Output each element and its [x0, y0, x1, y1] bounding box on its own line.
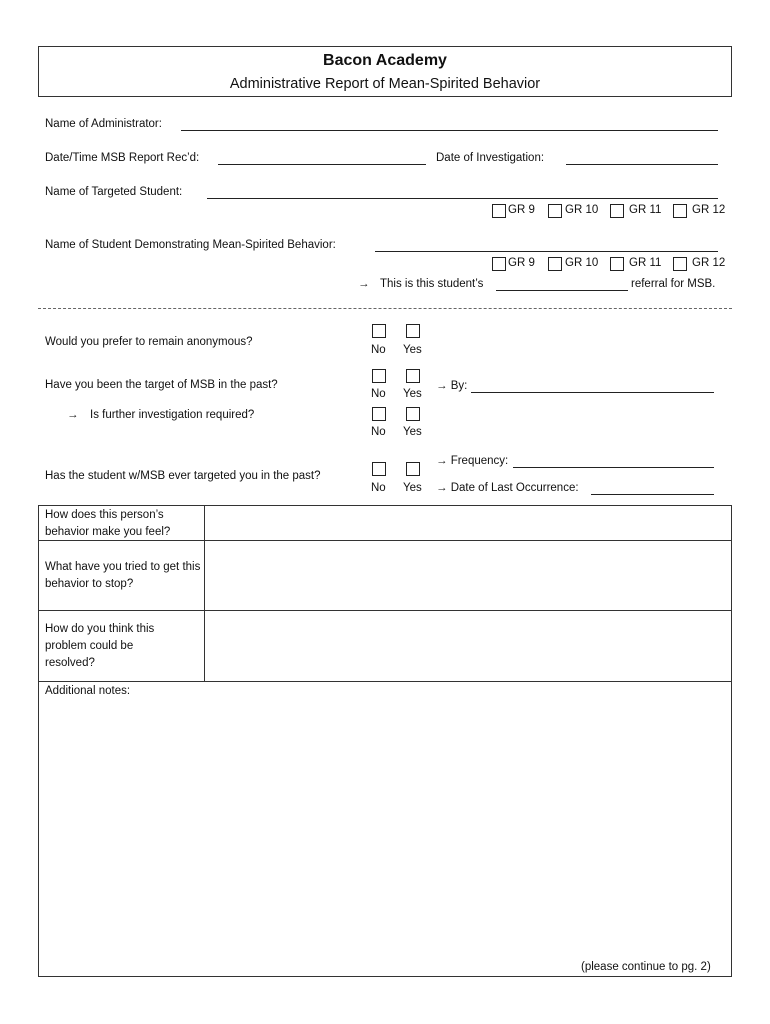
anonymous-question: Would you prefer to remain anonymous?	[45, 336, 253, 348]
by-field[interactable]	[471, 392, 714, 393]
further-no-label: No	[371, 426, 386, 438]
msb-gr12-label: GR 12	[692, 257, 726, 269]
feel-question: How does this person’s behavior make you feel?	[45, 509, 171, 538]
referral-suffix: referral for MSB.	[631, 278, 716, 290]
report-title: Administrative Report of Mean-Spirited Behavior	[229, 76, 541, 92]
msb-student-label: Name of Student Demonstrating Mean-Spirited Behavior:	[45, 239, 336, 251]
targeted-gr12-checkbox[interactable]	[673, 204, 687, 218]
tried-question: What have you tried to get this behavior to stop?	[45, 561, 201, 590]
frequency-field[interactable]	[513, 467, 714, 468]
msb-gr11-label: GR 11	[629, 257, 662, 269]
targeted-you-yes-label: Yes	[403, 482, 422, 494]
msb-gr11-checkbox[interactable]	[610, 257, 624, 271]
targeted-gr11-checkbox[interactable]	[610, 204, 624, 218]
further-question: Is further investigation required?	[90, 409, 255, 421]
msb-gr9-label: GR 9	[508, 257, 535, 269]
target-past-yes-checkbox[interactable]	[406, 369, 420, 383]
feel-answer-field[interactable]	[205, 506, 731, 540]
resolved-answer-field[interactable]	[205, 611, 731, 681]
section-divider	[38, 308, 732, 309]
targeted-you-no-label: No	[371, 482, 386, 494]
investigation-label: Date of Investigation:	[436, 152, 545, 164]
targeted-gr11-label: GR 11	[629, 204, 662, 216]
targeted-gr9-checkbox[interactable]	[492, 204, 506, 218]
by-label: → By:	[436, 380, 468, 392]
targeted-gr9-label: GR 9	[508, 204, 535, 216]
further-yes-checkbox[interactable]	[406, 407, 420, 421]
notes-field[interactable]	[39, 700, 731, 955]
msb-gr10-checkbox[interactable]	[548, 257, 562, 271]
msb-student-field[interactable]	[375, 251, 718, 252]
administrator-label: Name of Administrator:	[45, 118, 162, 130]
targeted-gr12-label: GR 12	[692, 204, 726, 216]
notes-label: Additional notes:	[45, 685, 131, 697]
anonymous-no-checkbox[interactable]	[372, 324, 386, 338]
last-occurrence-field[interactable]	[591, 494, 714, 495]
targeted-gr10-checkbox[interactable]	[548, 204, 562, 218]
target-past-yes-label: Yes	[403, 388, 422, 400]
referral-count-field[interactable]	[496, 290, 628, 291]
targeted-you-yes-checkbox[interactable]	[406, 462, 420, 476]
target-past-question: Have you been the target of MSB in the past?	[45, 379, 278, 391]
msb-gr12-checkbox[interactable]	[673, 257, 687, 271]
last-occurrence-label: → Date of Last Occurrence:	[436, 482, 579, 494]
targeted-you-question: Has the student w/MSB ever targeted you in the past?	[45, 470, 321, 482]
referral-prefix: This is this student’s	[380, 278, 484, 290]
school-name: Bacon Academy	[323, 52, 447, 69]
referral-arrow-icon: →	[358, 278, 370, 290]
anonymous-yes-label: Yes	[403, 344, 422, 356]
targeted-you-no-checkbox[interactable]	[372, 462, 386, 476]
further-yes-label: Yes	[403, 426, 422, 438]
tried-answer-field[interactable]	[205, 541, 731, 610]
target-past-no-label: No	[371, 388, 386, 400]
msb-gr9-checkbox[interactable]	[492, 257, 506, 271]
continue-note: (please continue to pg. 2)	[581, 961, 711, 973]
investigation-field[interactable]	[566, 164, 718, 165]
table-row-divider	[38, 681, 732, 682]
msb-gr10-label: GR 10	[565, 257, 599, 269]
anonymous-yes-checkbox[interactable]	[406, 324, 420, 338]
targeted-label: Name of Targeted Student:	[45, 186, 183, 198]
further-no-checkbox[interactable]	[372, 407, 386, 421]
frequency-label: → Frequency:	[436, 455, 509, 467]
further-arrow-icon: →	[67, 409, 79, 421]
target-past-no-checkbox[interactable]	[372, 369, 386, 383]
administrator-field[interactable]	[181, 130, 718, 131]
datetime-field[interactable]	[218, 164, 426, 165]
datetime-label: Date/Time MSB Report Rec’d:	[45, 152, 200, 164]
resolved-question: How do you think this problem could be resolved?	[45, 623, 155, 669]
targeted-gr10-label: GR 10	[565, 204, 599, 216]
targeted-field[interactable]	[207, 198, 718, 199]
anonymous-no-label: No	[371, 344, 386, 356]
